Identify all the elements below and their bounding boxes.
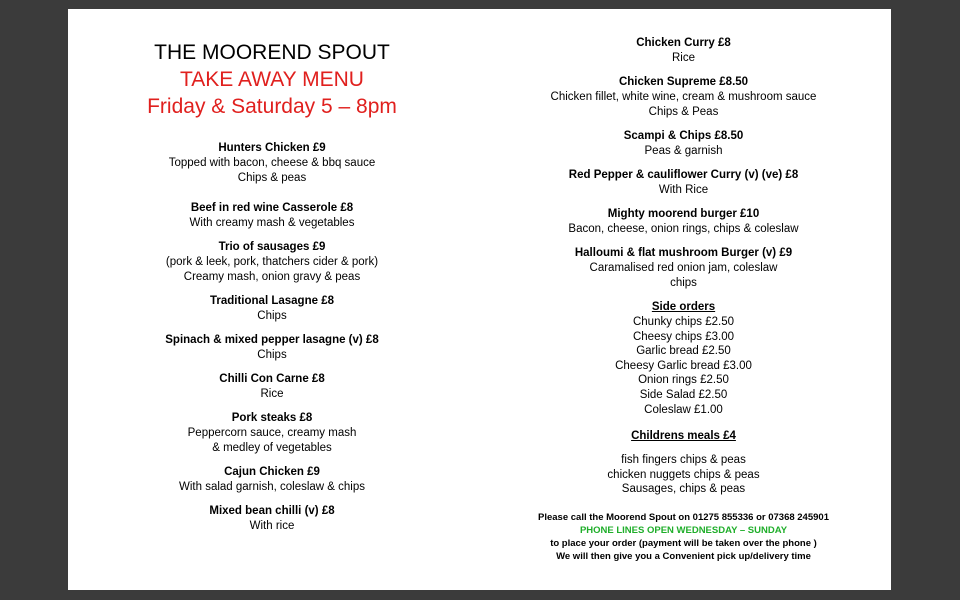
side-order-item: Coleslaw £1.00 bbox=[644, 403, 723, 416]
menu-item-name: Chicken Supreme £8.50 bbox=[618, 76, 749, 88]
menu-item bbox=[68, 465, 476, 495]
menu-header bbox=[68, 39, 476, 120]
menu-item bbox=[68, 240, 476, 285]
childrens-meals-title: Childrens meals £4 bbox=[631, 430, 736, 443]
menu-item bbox=[476, 207, 891, 237]
menu-item-desc: With Rice bbox=[658, 184, 709, 196]
menu-item-desc: Chips bbox=[257, 349, 287, 361]
menu-item-name: Scampi & Chips £8.50 bbox=[623, 130, 744, 142]
menu-item-desc: With rice bbox=[249, 520, 295, 532]
right-column bbox=[476, 9, 891, 563]
order-instructions: to place your order (payment will be taken over the phone ) bbox=[550, 537, 817, 549]
side-order-item: Garlic bread £2.50 bbox=[636, 345, 731, 358]
opening-hours: Friday & Saturday 5 – 8pm bbox=[147, 95, 397, 118]
menu-item-desc: With salad garnish, coleslaw & chips bbox=[179, 481, 365, 493]
menu-item bbox=[68, 333, 476, 363]
side-orders bbox=[476, 300, 891, 417]
side-order-item: Side Salad £2.50 bbox=[639, 388, 728, 401]
pickup-note: We will then give you a Convenient pick up/delivery time bbox=[556, 550, 811, 562]
menu-page bbox=[68, 9, 891, 590]
menu-item bbox=[476, 36, 891, 66]
menu-item-desc: Chicken fillet, white wine, cream & mushroom sauce bbox=[550, 91, 817, 103]
menu-item-desc: Chips & Peas bbox=[648, 106, 719, 118]
menu-item-desc: & medley of vegetables bbox=[212, 442, 332, 454]
menu-item-desc: Chips & peas bbox=[237, 172, 307, 184]
menu-item-name: Trio of sausages £9 bbox=[218, 241, 326, 253]
menu-item bbox=[68, 372, 476, 402]
menu-item-name: Beef in red wine Casserole £8 bbox=[190, 202, 354, 214]
menu-item-name: Mighty moorend burger £10 bbox=[607, 208, 760, 220]
left-column bbox=[68, 9, 476, 543]
childrens-meals bbox=[476, 429, 891, 497]
menu-item-name: Chilli Con Carne £8 bbox=[219, 373, 325, 385]
menu-item-name: Traditional Lasagne £8 bbox=[210, 295, 334, 307]
childrens-meal-item: fish fingers chips & peas bbox=[621, 454, 746, 467]
restaurant-name: THE MOOREND SPOUT bbox=[154, 41, 390, 64]
menu-item-name: Pork steaks £8 bbox=[231, 412, 313, 424]
menu-item-name: Red Pepper & cauliflower Curry (v) (ve) £8 bbox=[568, 169, 799, 181]
menu-item-name: Halloumi & flat mushroom Burger (v) £9 bbox=[574, 247, 793, 259]
menu-item-name: Chicken Curry £8 bbox=[636, 37, 731, 49]
menu-item bbox=[68, 201, 476, 231]
menu-item bbox=[68, 141, 476, 186]
contact-phone: Please call the Moorend Spout on 01275 855336 or 07368 245901 bbox=[538, 511, 829, 523]
menu-item-desc: Peppercorn sauce, creamy mash bbox=[187, 427, 357, 439]
side-order-item: Cheesy chips £3.00 bbox=[632, 330, 734, 343]
menu-item-desc: chips bbox=[670, 277, 697, 289]
menu-item-desc: (pork & leek, pork, thatchers cider & pork) bbox=[165, 256, 379, 268]
menu-item-desc: Rice bbox=[260, 388, 284, 400]
side-orders-title: Side orders bbox=[651, 301, 716, 313]
menu-item bbox=[68, 504, 476, 534]
menu-item-desc: Caramalised red onion jam, coleslaw bbox=[589, 262, 778, 274]
menu-item-name: Cajun Chicken £9 bbox=[224, 466, 320, 478]
childrens-meal-item: Sausages, chips & peas bbox=[621, 483, 746, 496]
menu-item-desc: Creamy mash, onion gravy & peas bbox=[183, 271, 361, 283]
phone-hours: PHONE LINES OPEN WEDNESDAY – SUNDAY bbox=[579, 524, 788, 536]
childrens-meal-item: chicken nuggets chips & peas bbox=[607, 468, 760, 481]
menu-item bbox=[476, 75, 891, 120]
menu-item-desc: Rice bbox=[671, 52, 695, 64]
menu-item-name: Mixed bean chilli (v) £8 bbox=[209, 505, 335, 517]
side-order-item: Onion rings £2.50 bbox=[638, 374, 729, 387]
menu-item-name: Hunters Chicken £9 bbox=[218, 142, 326, 154]
menu-item-desc: With creamy mash & vegetables bbox=[189, 217, 355, 229]
side-order-item: Chunky chips £2.50 bbox=[632, 316, 734, 328]
menu-item bbox=[476, 168, 891, 198]
menu-item-name: Spinach & mixed pepper lasagne (v) £8 bbox=[165, 334, 379, 346]
menu-item bbox=[68, 294, 476, 324]
menu-item bbox=[68, 411, 476, 456]
menu-item-desc: Bacon, cheese, onion rings, chips & coleslaw bbox=[568, 223, 799, 235]
menu-item bbox=[476, 129, 891, 159]
menu-item bbox=[476, 246, 891, 291]
menu-item-desc: Peas & garnish bbox=[644, 145, 723, 157]
side-order-item: Cheesy Garlic bread £3.00 bbox=[615, 359, 752, 372]
menu-item-desc: Chips bbox=[257, 310, 287, 322]
menu-title: TAKE AWAY MENU bbox=[180, 68, 364, 91]
menu-item-desc: Topped with bacon, cheese & bbq sauce bbox=[168, 157, 376, 169]
contact-info bbox=[476, 511, 891, 563]
